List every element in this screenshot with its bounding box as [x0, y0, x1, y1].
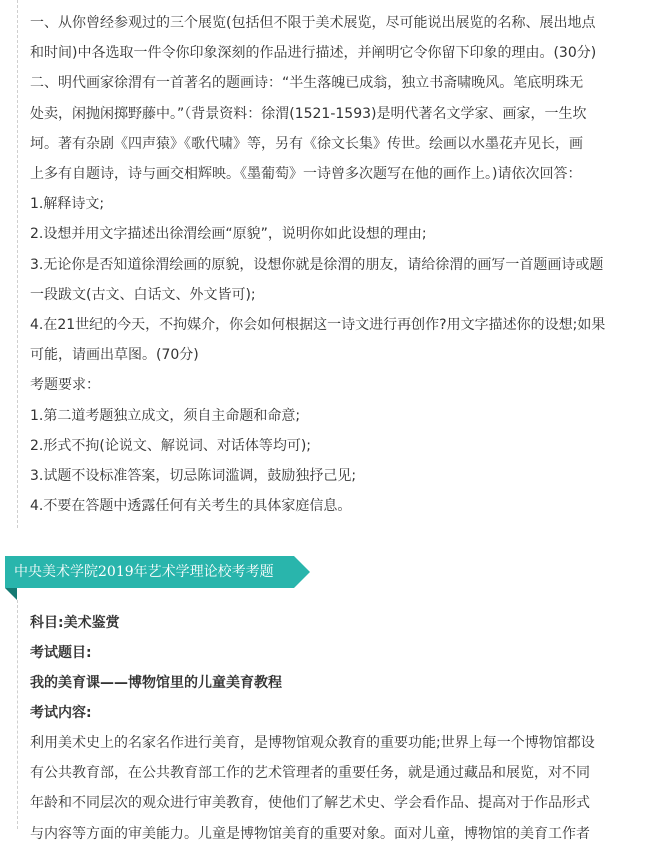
- exam-title: 我的美育课——博物馆里的儿童美育教程: [30, 675, 282, 691]
- paragraph-line: 和时间)中各选取一件令你印象深刻的作品进行描述，并阐明它令你留下印象的理由。(30分): [30, 45, 597, 62]
- paragraph-line: 坷。著有杂剧《四声猿》《歌代啸》等，另有《徐文长集》传世。绘画以水墨花卉见长，画: [30, 135, 583, 152]
- paragraph-line: 4.不要在答题中透露任何有关考生的具体家庭信息。: [30, 498, 352, 515]
- paragraph-line: 年龄和不同层次的观众进行审美教育，使他们了解艺术史、学会看作品、提高对于作品形式: [30, 795, 590, 812]
- banner-fold: [5, 588, 17, 600]
- exam-info-section: [30, 608, 668, 849]
- subject-label: 科目:美术鉴赏: [30, 615, 120, 631]
- dashed-rail: [17, 0, 18, 528]
- paragraph-line: 1.第二道考题独立成文，须自主命题和命意;: [30, 407, 301, 424]
- paragraph-line: 与内容等方面的审美能力。儿童是博物馆美育的重要对象。面对儿童，博物馆的美育工作者: [30, 825, 590, 842]
- section-banner: 中央美术学院2019年艺术学理论校考考题: [5, 556, 294, 588]
- paragraph-line: 有公共教育部，在公共教育部工作的艺术管理者的重要任务，就是通过藏品和展览，对不同: [30, 765, 590, 782]
- exam-questions-section: [30, 8, 668, 521]
- paragraph-line: 二、明代画家徐渭有一首著名的题画诗：“半生落魄已成翁，独立书斋啸晚风。笔底明珠无: [30, 75, 584, 92]
- paragraph-line: 4.在21世纪的今天，不拘媒介，你会如何根据这一诗文进行再创作?用文字描述你的设想;如果: [30, 317, 606, 334]
- paragraph-line: 3.无论你是否知道徐渭绘画的原貌，设想你就是徐渭的朋友，请给徐渭的画写一首题画诗或题: [30, 256, 604, 273]
- exam-title-label: 考试题目:: [30, 645, 92, 661]
- paragraph-line: 一段跋文(古文、白话文、外文皆可);: [30, 286, 256, 303]
- dashed-rail: [17, 600, 18, 829]
- paragraph-line: 2.形式不拘(论说文、解说词、对话体等均可);: [30, 437, 311, 454]
- paragraph-line: 利用美术史上的名家名作进行美育，是博物馆观众教育的重要功能;世界上每一个博物馆都设: [30, 735, 595, 751]
- paragraph-line: 一、从你曾经参观过的三个展览(包括但不限于美术展览，尽可能说出展览的名称、展出地点: [30, 15, 596, 31]
- paragraph-line: 1.解释诗文;: [30, 196, 105, 213]
- content-label: 考试内容:: [30, 705, 92, 721]
- paragraph-line: 上多有自题诗，诗与画交相辉映。《墨葡萄》一诗曾多次题写在他的画作上。)请依次回答：: [30, 166, 582, 183]
- paragraph-line: 2.设想并用文字描述出徐渭绘画“原貌”，说明你如此设想的理由;: [30, 226, 427, 243]
- paragraph-line: 可能，请画出草图。(70分): [30, 347, 199, 364]
- paragraph-line: 3.试题不设标准答案，切忌陈词滥调，鼓励独抒己见;: [30, 468, 357, 485]
- paragraph-line: 处卖，闲抛闲掷野藤中。”（背景资料：徐渭(1521-1593)是明代著名文学家、画家，一生坎: [30, 105, 587, 122]
- requirements-heading: 考题要求：: [30, 377, 100, 394]
